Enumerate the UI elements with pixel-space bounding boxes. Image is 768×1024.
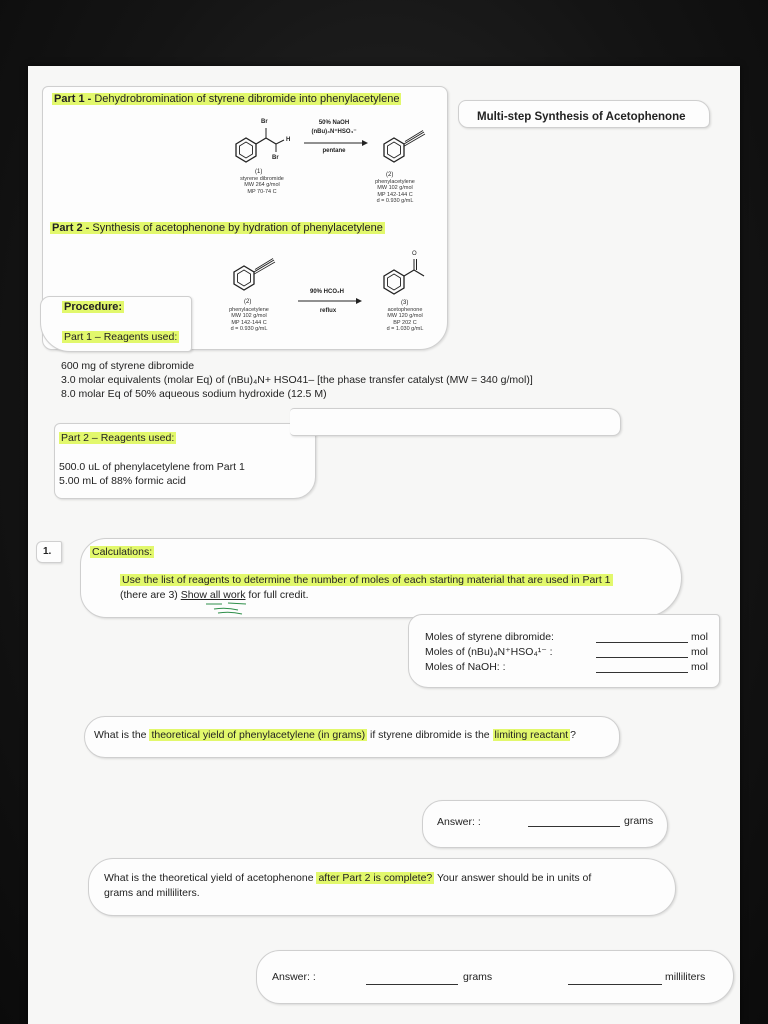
atom-br-1: Br	[261, 119, 268, 125]
part1-reagent-naoh: 50% NaOH	[318, 120, 350, 126]
moles-row-1-input[interactable]	[596, 642, 688, 643]
atom-br-2: Br	[272, 155, 279, 161]
moles-row-2-unit: mol	[691, 646, 708, 658]
part2-reagents-tab	[290, 408, 621, 436]
yield-question-text: What is the theoretical yield of phenylacetylene (in grams) if styrene dibromide is the limiting reactant ?	[94, 729, 576, 741]
part2-phenylacetylene-structure	[226, 254, 286, 294]
answer1-unit: grams	[624, 815, 654, 827]
compound1-info: styrene dibromide MW 264 g/mol MP 70-74 C	[240, 176, 284, 195]
part1-solvent: pentane	[322, 148, 346, 154]
answer1-label: Answer: :	[437, 816, 481, 828]
answer2-label: Answer: :	[272, 971, 316, 983]
part1-heading: Part 1 - Dehydrobromination of styrene dibromide into phenylacetylene	[54, 93, 400, 105]
answer2-panel	[256, 950, 734, 1004]
part1-reaction-arrow	[304, 140, 368, 146]
compound3-number: (3)	[401, 300, 409, 306]
styrene-dibromide-structure	[226, 124, 296, 172]
page-title: Multi-step Synthesis of Acetophenone	[477, 111, 686, 123]
answer2-grams-input[interactable]	[366, 984, 458, 985]
reagent-item-3: 8.0 molar Eq of 50% aqueous sodium hydroxide (12.5 M)	[61, 388, 327, 400]
acetophenone-question-line1: What is the theoretical yield of acetophenone after Part 2 is complete? Your answer should be in units of	[104, 872, 592, 884]
moles-row-1-label: Moles of styrene dibromide:	[425, 631, 554, 643]
atom-o: O	[412, 251, 417, 257]
question-number: 1.	[43, 546, 52, 557]
moles-row-3-input[interactable]	[596, 672, 688, 673]
part2-reagent-item-2: 5.00 mL of 88% formic acid	[59, 475, 186, 487]
part2-reagent: 90% HCO₂H	[309, 289, 344, 295]
moles-row-3-unit: mol	[691, 661, 708, 673]
moles-row-2-label: Moles of (nBu)₄N⁺HSO₄¹⁻ :	[425, 646, 553, 658]
part2-heading: Part 2 - Synthesis of acetophenone by hydration of phenylacetylene	[52, 222, 383, 234]
atom-h: H	[286, 137, 291, 143]
moles-row-3-label: Moles of NaOH: :	[425, 661, 506, 673]
moles-row-1-unit: mol	[691, 631, 708, 643]
part2-compound2-info: phenylacetylene MW 102 g/mol MP 142-144 C d = 0.930 g/mL	[229, 307, 269, 332]
calculation-instruction-line2: (there are 3) Show all work for full credit.	[120, 589, 309, 601]
compound2-info: phenylacetylene MW 102 g/mol MP 142-144 C d = 0.930 g/mL	[375, 179, 415, 204]
moles-row-2-input[interactable]	[596, 657, 688, 658]
part1-reagents-label: Part 1 – Reagents used:	[64, 331, 178, 343]
part2-reagent-item-1: 500.0 uL of phenylacetylene from Part 1	[59, 461, 245, 473]
part2-reaction-arrow	[298, 298, 362, 304]
answer2-grams-unit: grams	[463, 971, 493, 983]
reagent-item-1: 600 mg of styrene dibromide	[61, 360, 195, 372]
acetophenone-question-line2: grams and milliliters.	[104, 887, 200, 899]
acetophenone-structure	[376, 254, 436, 298]
calculations-label: Calculations:	[92, 546, 153, 558]
part1-reagent-catalyst: (nBu)₄N⁺HSO₄⁻	[311, 129, 357, 135]
part2-reagents-label: Part 2 – Reagents used:	[61, 432, 175, 444]
compound2-number: (2)	[386, 172, 394, 178]
calculation-instruction: Use the list of reagents to determine the number of moles of each starting material that are used in Part 1	[122, 574, 611, 586]
green-scribble	[204, 600, 264, 618]
answer1-input[interactable]	[528, 826, 620, 827]
answer2-ml-unit: milliliters	[665, 971, 706, 983]
procedure-label: Procedure:	[64, 301, 123, 313]
compound1-number: (1)	[255, 169, 263, 175]
answer2-ml-input[interactable]	[568, 984, 662, 985]
compound3-info: acetophenone MW 120 g/mol BP 202 C d = 1.030 g/mL	[386, 307, 424, 332]
part2-condition: reflux	[319, 308, 337, 314]
phenylacetylene-structure	[376, 126, 436, 166]
reagent-item-2: 3.0 molar equivalents (molar Eq) of (nBu)₄N+ HSO41– [the phase transfer catalyst (MW = 340 g/mol)]	[61, 374, 533, 386]
part2-compound2-number: (2)	[244, 299, 252, 305]
